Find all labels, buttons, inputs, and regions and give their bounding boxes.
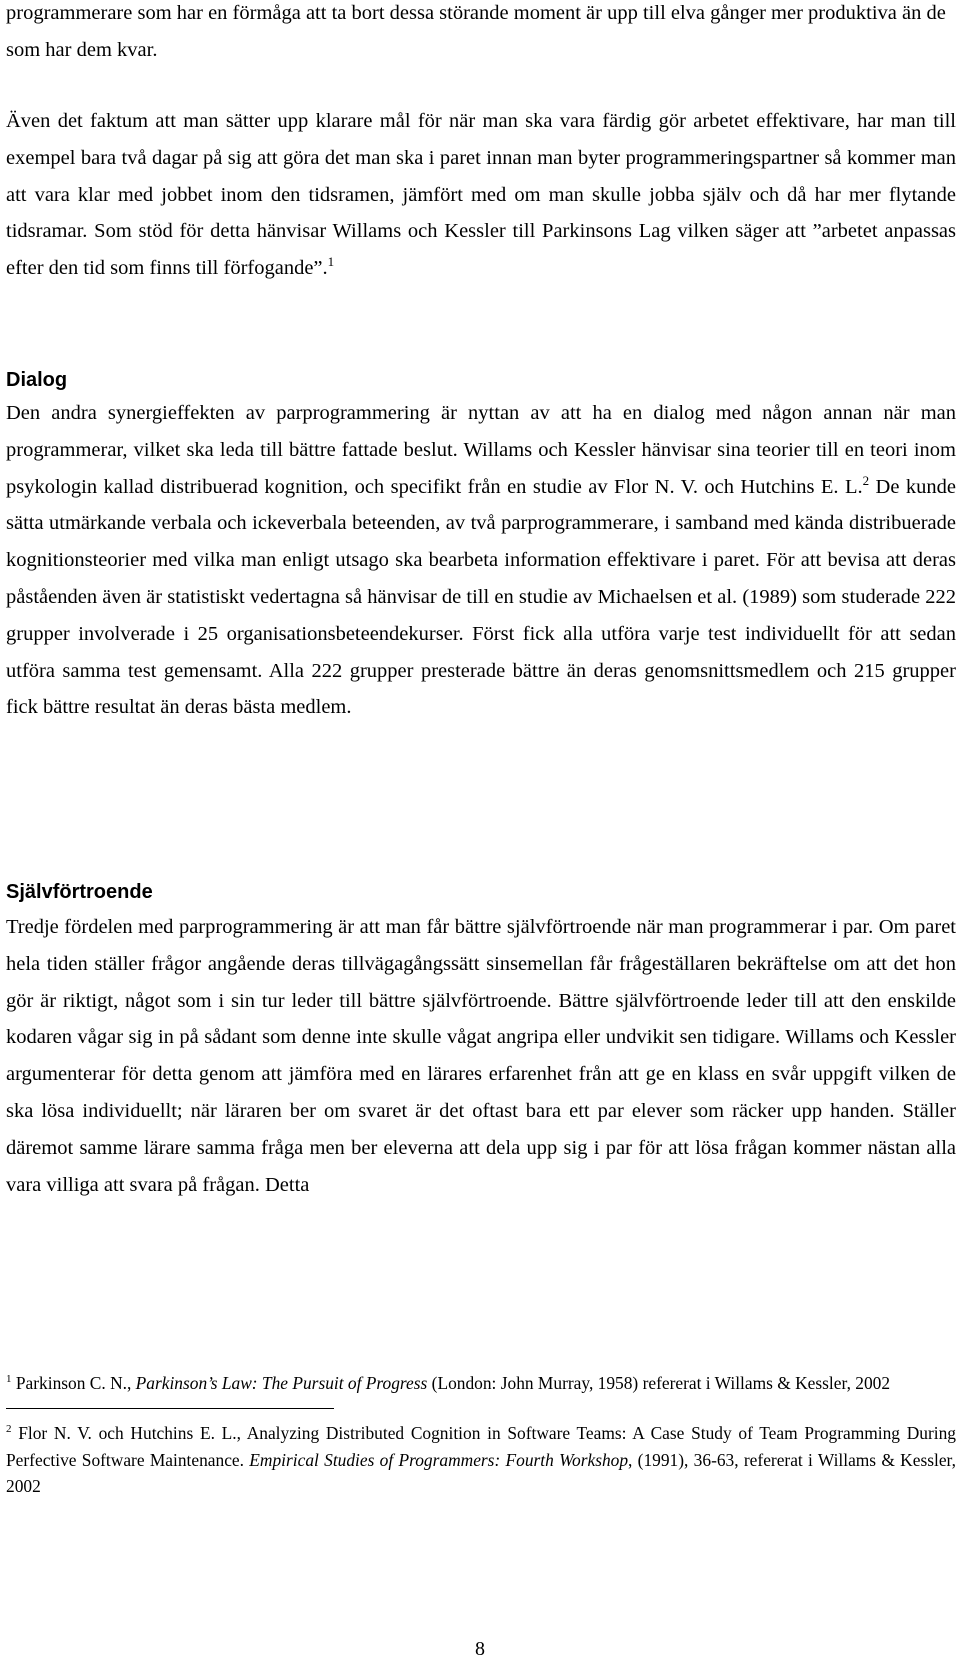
paragraph-continuation: programmerare som har en förmåga att ta bort dessa störande moment är upp till elva gånger mer produktiva än de som har dem kvar. (6, 2, 946, 61)
paragraph-sjalvfortroende: Tredje fördelen med parprogrammering är att man får bättre självförtroende när man programmerar i par. Om paret hela tiden ställer frågor angående deras tillvägagångssätt sinsemellan får frågeställaren bekräftelse om att det hon gör är riktigt, något som i sin tur leder till bättre självförtroende. Bättre självförtroende leder till att den enskilde kodaren vågar sig in på sådant som denne inte skulle vågat angripa eller undvikit sen tidigare. Willams och Kessler argumenterar för detta genom att jämföra med en lärares erfarenhet från att ge en klass en svår uppgift vilken de ska lösa individuellt; när läraren ber om svaret är det oftast bara ett par elever som räcker upp handen. Ställer däremot samme lärare samma fråga men ber eleverna att dela upp sig i par för att lösa frågan kommer nästan alla vara villiga att svara på frågan. Detta (6, 916, 956, 1196)
footnote-title: Parkinson’s Law: The Pursuit of Progress (135, 1373, 428, 1393)
footnote-ref-1: 1 (327, 254, 335, 270)
footnote-ref-2: 2 (862, 472, 870, 488)
paragraph-clear-goals: Även det faktum att man sätter upp klarare mål för när man ska vara färdig gör arbetet effektivare, har man till exempel bara två dagar på sig att göra det man ska i paret innan man byter programmeringspartner så kommer man att vara klar med jobbet inom den tidsramen, jämfört med om man skulle jobba själv och då har mer flytande tidsramar. Som stöd för detta hänvisar Willams och Kessler till Parkinsons Lag vilken säger att ”arbetet anpassas efter den tid som finns till förfogande”.$^1$ (6, 110, 956, 280)
footnote-number: 2 (6, 1423, 12, 1436)
heading-dialog: Dialog (6, 369, 68, 391)
footnote-number: 1 (6, 1373, 12, 1386)
footnote-journal: Empirical Studies of Programmers: Fourth Workshop (249, 1449, 629, 1470)
footnote-separator (6, 1408, 334, 1409)
heading-sjalvfortroende: Självförtroende (6, 881, 153, 903)
footnote-1: $^1$ Parkinson C. N., Parkinson’s Law: The Pursuit of Progress (London: John Murray, 1958) refererat i Willams & Kessler, 2002 (6, 1373, 891, 1393)
paragraph-dialog: Den andra synergieffekten av parprogrammering är nyttan av att ha en dialog med någon annan när man programmerar, vilket ska leda till bättre fattade beslut. Willams och Kessler hänvisar sina teorier till en teori inom psykologin kallad distribuerad kognition, och specifikt från en studie av Flor N. V. och Hutchins E. L.$^2$ De kunde sätta utmärkande verbala och ickeverbala beteenden, av två parprogrammerare, i samband med kända distribuerade kognitionsteorier med vilka man enligt utsago ska bearbeta information effektivare i paret. För att bevisa att deras påståenden även är statistiskt vedertagna så hänvisar de till en studie av Michaelsen et al. (1989) som studerade 222 grupper involverade i 25 organisationsbeteendekurser. Först fick alla utföra varje test individuellt för att sedan utföra samma test gemensamt. Alla 222 grupper presterade bättre än deras genomsnittsmedlem och 215 grupper fick bättre resultat än deras bästa medlem. (6, 402, 956, 719)
page-number: 8 (475, 1638, 485, 1660)
footnote-2: $^2$ Flor N. V. och Hutchins E. L., Analyzing Distributed Cognition in Software Teams: A Case Study of Team Programming During Perfective Software Maintenance. Empirical Studies of Programmers: Fourth Workshop, (1991), 36-63, refererat i Willams & Kessler, 2002 (6, 1423, 956, 1496)
